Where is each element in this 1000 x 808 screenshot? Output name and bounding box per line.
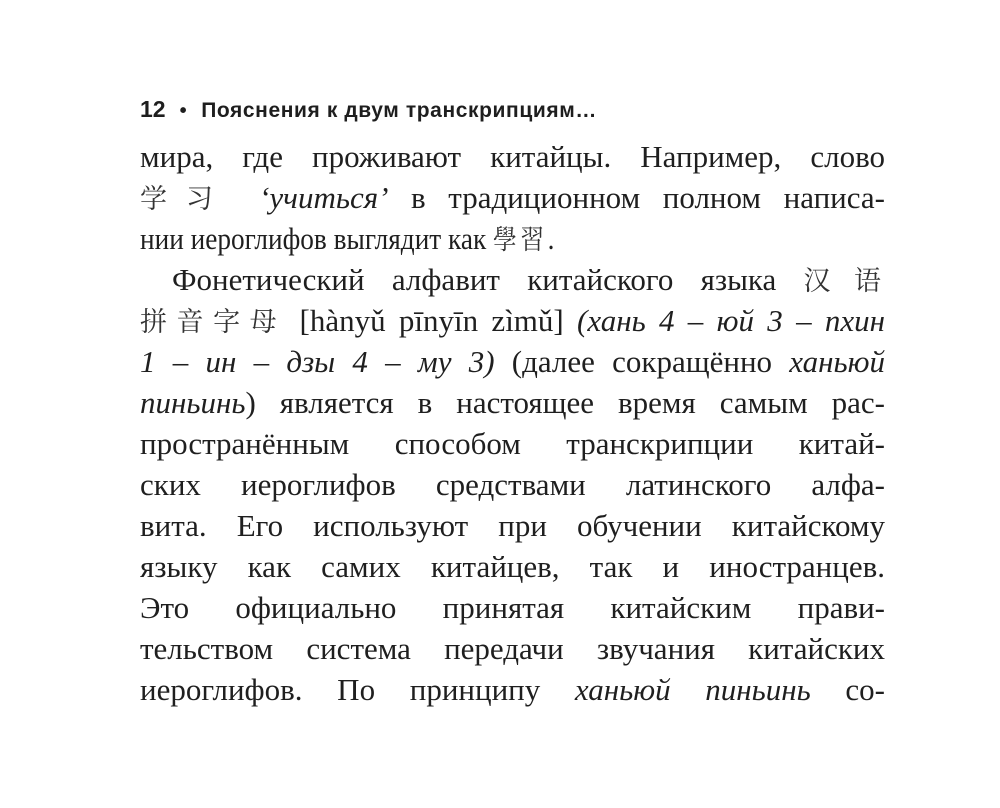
body-text xyxy=(140,136,885,710)
page-number: 12 xyxy=(140,96,166,122)
chapter-title: Пояснения к двум транскрипциям… xyxy=(201,99,597,122)
text-run: пространённым способом транскрипции китай- xyxy=(140,426,885,461)
text-line xyxy=(140,177,885,218)
running-head xyxy=(140,96,597,123)
text-line xyxy=(140,669,885,710)
text-line xyxy=(140,382,885,423)
italic-transcription: (хань 4 – юй 3 – пхин xyxy=(577,303,886,338)
bullet-separator-icon: • xyxy=(179,100,188,122)
text-run: ских иероглифов средствами латинского алфа- xyxy=(140,467,885,502)
text-run: мира, где проживают китайцы. Например, слово xyxy=(140,139,885,174)
italic-term: ханьюй xyxy=(789,344,885,379)
paragraph xyxy=(140,259,885,710)
text-line xyxy=(140,505,885,546)
text-run: языку как самих китайцев, так и иностранцев. xyxy=(140,549,885,584)
text-run: вита. Его используют при обучении китайскому xyxy=(140,508,885,543)
text-line xyxy=(140,546,885,587)
italic-transcription: 1 – ин – дзы 4 – му 3) xyxy=(140,344,495,379)
text-run: в традиционном полном написа- xyxy=(388,180,885,215)
text-line xyxy=(140,423,885,464)
paragraph xyxy=(140,136,885,259)
text-line xyxy=(140,587,885,628)
text-line xyxy=(140,218,885,259)
text-line xyxy=(140,300,885,341)
text-run: (далее сокращённо xyxy=(494,344,790,379)
text-run: со- xyxy=(810,672,885,707)
italic-term: ханьюй пиньинь xyxy=(574,672,811,707)
text-run: иероглифов. По принципу xyxy=(140,672,575,707)
text-run: ) является в настоящее время самым рас- xyxy=(245,385,885,420)
text-line xyxy=(140,464,885,505)
pinyin-transcription: [hànyǔ pīnyīn zìmǔ] xyxy=(286,303,578,338)
text-line xyxy=(140,259,885,300)
text-line xyxy=(140,136,885,177)
text-run: Фонетический алфавит китайского языка xyxy=(172,262,804,297)
text-run: . xyxy=(547,221,555,256)
chinese-characters: 汉语 xyxy=(803,266,885,297)
italic-term: пиньинь xyxy=(140,385,246,420)
text-run: Это официально принятая китайским прави- xyxy=(140,590,885,625)
chinese-characters: 學習 xyxy=(493,225,548,256)
italic-gloss: ‘учиться’ xyxy=(259,180,389,215)
text-line xyxy=(140,341,885,382)
chinese-characters: 拼音字母 xyxy=(140,307,287,338)
text-run: тельством система передачи звучания китайских xyxy=(140,631,885,666)
chinese-characters: 学习 xyxy=(140,184,260,215)
text-line xyxy=(140,628,885,669)
text-run: нии иероглифов выглядит как xyxy=(140,221,494,256)
